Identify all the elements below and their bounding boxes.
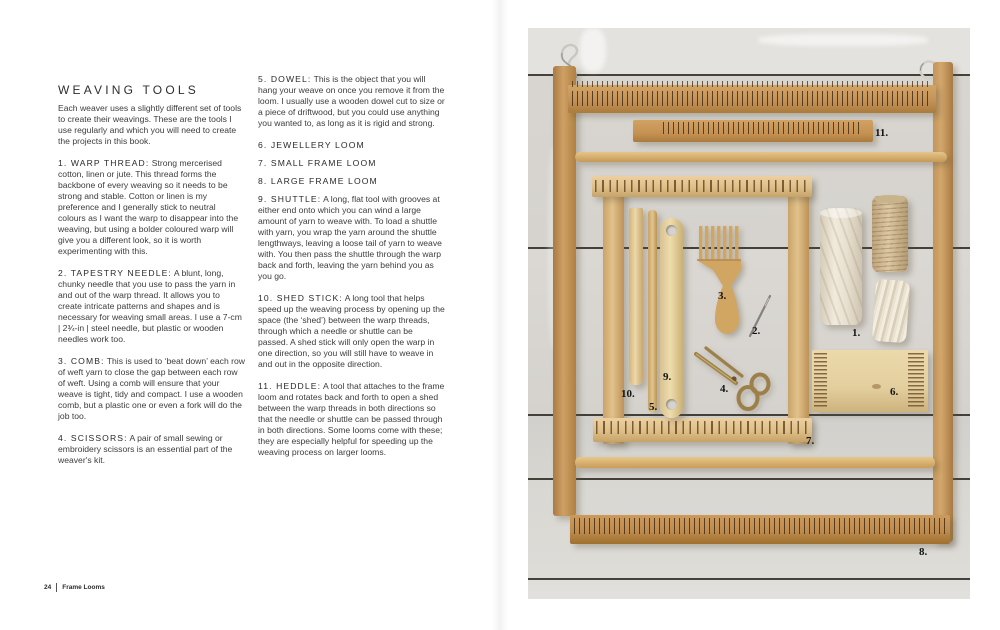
shuttle-hole <box>666 225 677 236</box>
photo-label-6: 6. <box>890 386 899 398</box>
jewellery-loom-teeth <box>814 353 827 409</box>
photo-label-7: 7. <box>806 435 815 447</box>
plank-gap <box>528 74 970 76</box>
spool-top <box>874 195 906 203</box>
page-number: 24 <box>44 584 52 591</box>
large-loom-top-bar <box>568 85 936 113</box>
tool-item-6: 6. JEWELLERY LOOM <box>258 140 365 150</box>
photo-label-5: 5. <box>649 401 658 413</box>
dowel <box>648 210 657 412</box>
heddle <box>633 120 873 142</box>
tool-item-1: 1. WARP THREAD: Strong mercerised cotton, linen or jute. This thread forms the backbone of every weaving so it needs to be strong and stable. Cotton or linen is my preference and I generally stick to neutral colours as I want the warp to disappear into the weaving, but using a bolder coloured warp will give you a different look, so it is worth experimenting with this. <box>58 158 239 256</box>
tool-item-7: 7. SMALL FRAME LOOM <box>258 158 377 168</box>
loom-teeth <box>574 518 946 534</box>
twine-wraps <box>872 196 908 272</box>
tool-item-3: 3. COMB: This is used to ‘beat down’ each row of weft yarn to close the gap between each row of weft. Using a comb will ensure that your weave is tight, tidy and compact. I use a wooden comb, but a plastic one or even a fork will do the job too. <box>58 356 245 421</box>
large-loom-right-rail <box>933 62 953 542</box>
photo-label-10: 10. <box>621 388 635 400</box>
tool-item-11: 11. HEDDLE: A tool that attaches to the frame loom and rotates back and forth to open a shed between the warp threads in both directions so that the needle or shuttle can be passed through in both directions. Some looms come with these; they are especially helpful for speeding up the weaving process on larger looms. <box>258 381 445 457</box>
shuttle-hole <box>666 399 677 410</box>
text-column-right <box>258 74 445 469</box>
raffia-bundle <box>872 279 910 343</box>
page-footer <box>44 583 105 592</box>
large-loom-left-rail <box>553 66 576 516</box>
shed-stick <box>629 208 643 385</box>
heddle-teeth <box>663 122 859 134</box>
tool-item-8: 8. LARGE FRAME LOOM <box>258 176 378 186</box>
photo-label-1: 1. <box>852 327 861 339</box>
weaving-tools-photo <box>528 28 970 599</box>
loom-teeth <box>572 81 932 87</box>
large-loom-bottom-bar <box>570 515 950 544</box>
right-page <box>500 0 1000 630</box>
tube-top-highlight <box>820 208 862 218</box>
jewellery-loom-teeth <box>908 353 924 409</box>
loom-teeth <box>595 180 809 192</box>
tool-item-4: 4. SCISSORS: A pair of small sewing or embroidery scissors is an essential part of the weaver's kit. <box>58 433 233 465</box>
page-title: WEAVING TOOLS <box>58 83 199 97</box>
jewellery-loom <box>812 350 928 412</box>
photo-label-2: 2. <box>752 325 761 337</box>
plank-gap <box>528 578 970 580</box>
shuttle <box>660 218 683 418</box>
photo-label-3: 3. <box>718 290 727 302</box>
small-loom-bottom-bar <box>593 418 812 442</box>
embroidery-scissors <box>690 346 776 420</box>
wood-knot <box>872 384 881 389</box>
small-loom-right-rail <box>788 180 809 444</box>
intro-paragraph: Each weaver uses a slightly different set of tools to create their weavings. These are the tools I use regularly and which you will need to create the projects in this book. <box>58 103 242 146</box>
paint-streak <box>758 34 928 46</box>
footer-divider <box>56 583 57 592</box>
loom-teeth <box>596 421 809 434</box>
tool-item-5: 5. DOWEL: This is the object that you will hang your weave on once you remove it from the loom. I usually use a wooden dowel cut to size or a piece of driftwood, but you could use anything you wanted to, as long as it is rigid and strong. <box>258 74 445 128</box>
twine-spool <box>872 196 908 272</box>
thread-wraps <box>820 208 862 325</box>
tool-item-9: 9. SHUTTLE: A long, flat tool with grooves at either end onto which you can wind a large amount of yarn to weave with. To load a shuttle with yarn, you wrap the yarn around the shuttle lengthways, leaving a loose tail of yarn to weave with. You then pass the shuttle through the warp back and forth, leaving the yarn behind you as you go. <box>258 194 442 281</box>
section-title: Frame Looms <box>62 584 105 591</box>
tool-item-2: 2. TAPESTRY NEEDLE: A blunt, long, chunky needle that you use to pass the yarn in and out of the warp thread. It allows you to create intricate patterns and shapes and is necessary for weaving small areas. I use a 7-cm | 2¾-in | steel needle, but plastic or wooden needles work too. <box>58 268 242 344</box>
hanging-dowel <box>575 152 947 162</box>
photo-label-4: 4. <box>720 383 729 395</box>
plank-gap <box>528 478 970 480</box>
small-loom-top-bar <box>592 176 812 197</box>
warp-thread-tube <box>820 208 862 325</box>
text-column-left <box>58 103 245 477</box>
small-loom-left-rail <box>603 180 624 444</box>
photo-label-9: 9. <box>663 371 672 383</box>
loom-teeth <box>572 91 932 106</box>
bottom-dowel <box>575 457 935 468</box>
tool-item-10: 10. SHED STICK: A long tool that helps speed up the weaving process by opening up the space (the ‘shed’) between the warp threads, through which a needle or shuttle can be passed. A shed stick will only open the warp in one direction, so you will still have to weave in and out in the opposite direction. <box>258 293 445 369</box>
photo-label-8: 8. <box>919 546 928 558</box>
photo-label-11: 11. <box>875 127 889 139</box>
